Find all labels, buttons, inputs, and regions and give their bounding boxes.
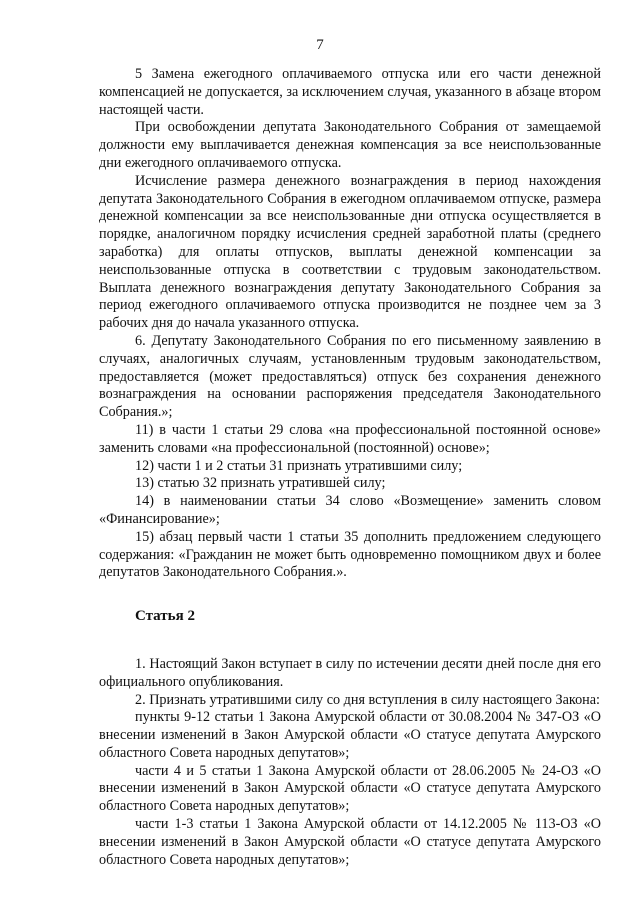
- paragraph: При освобождении депутата Законодательного Собрания от замещаемой должности ему выплачивается денежная компенсация за все неиспользованные дни ежегодного оплачиваемого отпуска.: [99, 119, 601, 171]
- paragraph: 6. Депутату Законодательного Собрания по его письменному заявлению в случаях, аналогичных случаям, установленным трудовым законодательством, предоставляется (может предоставляться) отпуск без сохранения денежного вознаграждения на основании распоряжения председателя Законодательного Собрания.»;: [99, 332, 601, 421]
- paragraph: 12) части 1 и 2 статьи 31 признать утратившими силу;: [135, 457, 463, 474]
- paragraph: части 1-3 статьи 1 Закона Амурской области от 14.12.2005 № 113-ОЗ «О внесении изменений в Закон Амурской области «О статусе депутата Амурского областного Совета народных депутатов»;: [99, 816, 601, 868]
- paragraph: 13) статью 32 признать утратившей силу;: [135, 475, 386, 492]
- page-number: 7: [316, 37, 324, 53]
- paragraph: 14) в наименовании статьи 34 слово «Возмещение» заменить словом «Финансирование»;: [99, 493, 601, 527]
- paragraph: Исчисление размера денежного вознаграждения в период нахождения депутата Законодательного Собрания в ежегодном оплачиваемом отпуске, размера денежной компенсации за все неиспользованные дни отпуска осуществляется в порядке, аналогичном порядку исчисления средней заработной платы (среднего заработка) для оплаты отпусков, выплаты денежной компенсации за неиспользованные отпуска в соответствии с трудовым законодательством. Выплата денежного вознаграждения депутату Законодательного Собрания за период ежегодного оплачиваемого отпуска производится не позднее чем за 3 рабочих дня до начала указанного отпуска.: [99, 172, 601, 332]
- paragraph: пункты 9-12 статьи 1 Закона Амурской области от 30.08.2004 № 347-ОЗ «О внесении изменений в Закон Амурской области «О статусе депутата Амурского областного Совета народных депутатов»;: [99, 709, 601, 761]
- paragraph: 1. Настоящий Закон вступает в силу по истечении десяти дней после дня его официального опубликования.: [99, 655, 601, 690]
- paragraph: 15) абзац первый части 1 статьи 35 дополнить предложением следующего содержания: «Гражданин не может быть одновременно помощником двух и более депутатов Законодательного Собрания.».: [99, 528, 601, 581]
- article-heading: Статья 2: [135, 608, 195, 625]
- paragraph: 2. Признать утратившими силу со дня вступления в силу настоящего Закона:: [135, 691, 600, 708]
- document-body: [99, 66, 601, 869]
- paragraph: 11) в части 1 статьи 29 слова «на профессиональной постоянной основе» заменить словами «на профессиональной (постоянной) основе»;: [99, 421, 601, 456]
- paragraph: части 4 и 5 статьи 1 Закона Амурской области от 28.06.2005 № 24-ОЗ «О внесении изменений в Закон Амурской области «О статусе депутата Амурского областного Совета народных депутатов»;: [99, 762, 601, 815]
- paragraph: 5 Замена ежегодного оплачиваемого отпуска или его части денежной компенсацией не допускается, за исключением случая, указанного в абзаце втором настоящей части.: [99, 66, 601, 118]
